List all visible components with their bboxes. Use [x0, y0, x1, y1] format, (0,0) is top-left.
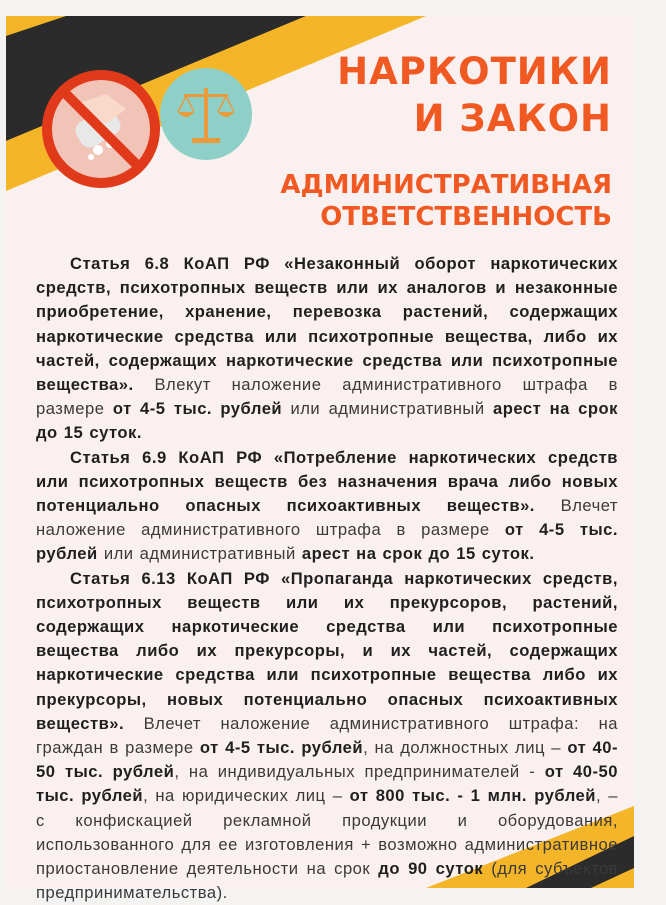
- poster: [6, 16, 634, 903]
- article-6-8: Статья 6.8 КоАП РФ «Незаконный оборот наркотических средств, психотропных веществ или их аналогов и незаконные приобретение, хранение, перевозка растений, содержащих наркотические средства или психотропные вещества, либо их частей, содержащих наркотические средства или психотропные вещества». Влекут наложение административного штрафа в размере от 4-5 тыс. рублей или административный арест на срок до 15 суток.: [36, 254, 618, 443]
- article-6-13: Статья 6.13 КоАП РФ «Пропаганда наркотических средств, психотропных веществ или их прекурсоров, растений, содержащих наркотические средства или психотропные вещества либо их прекурсоры, и их частей, содержащих наркотические средства или психотропные вещества либо их прекурсоры, новых потенциально опасных психоактивных веществ». Влечет наложение административного штрафа: на граждан в размере от 4-5 тыс. рублей, на должностных лиц – от 40-50 тыс. рублей, на индивидуальных предпринимателей - от 40-50 тыс. рублей, на юридических лиц – от 800 тыс. - 1 млн. рублей, – с конфискацией рекламной продукции и оборудования, использованного для ее изготовления + возможно административное приостановление деятельности на срок до 90 суток (для субъектов предпринимательства).: [36, 568, 619, 903]
- articles-text: [36, 252, 618, 905]
- page-title-line1: НАРКОТИКИ: [337, 50, 612, 93]
- scales-of-justice-icon: [158, 66, 254, 162]
- no-drugs-icon: [36, 64, 166, 194]
- subtitle-line1: АДМИНИСТРАТИВНАЯ: [280, 170, 612, 200]
- subtitle-line2: ОТВЕТСТВЕННОСТЬ: [320, 202, 612, 232]
- article-6-9: Статья 6.9 КоАП РФ «Потребление наркотических средств или психотропных веществ без назначения врача либо новых потенциально опасных психоактивных веществ». Влечет наложение административного штрафа в размере от 4-5 тыс. рублей или административный арест на срок до 15 суток.: [36, 447, 618, 564]
- page-title-line2: И ЗАКОН: [413, 97, 612, 140]
